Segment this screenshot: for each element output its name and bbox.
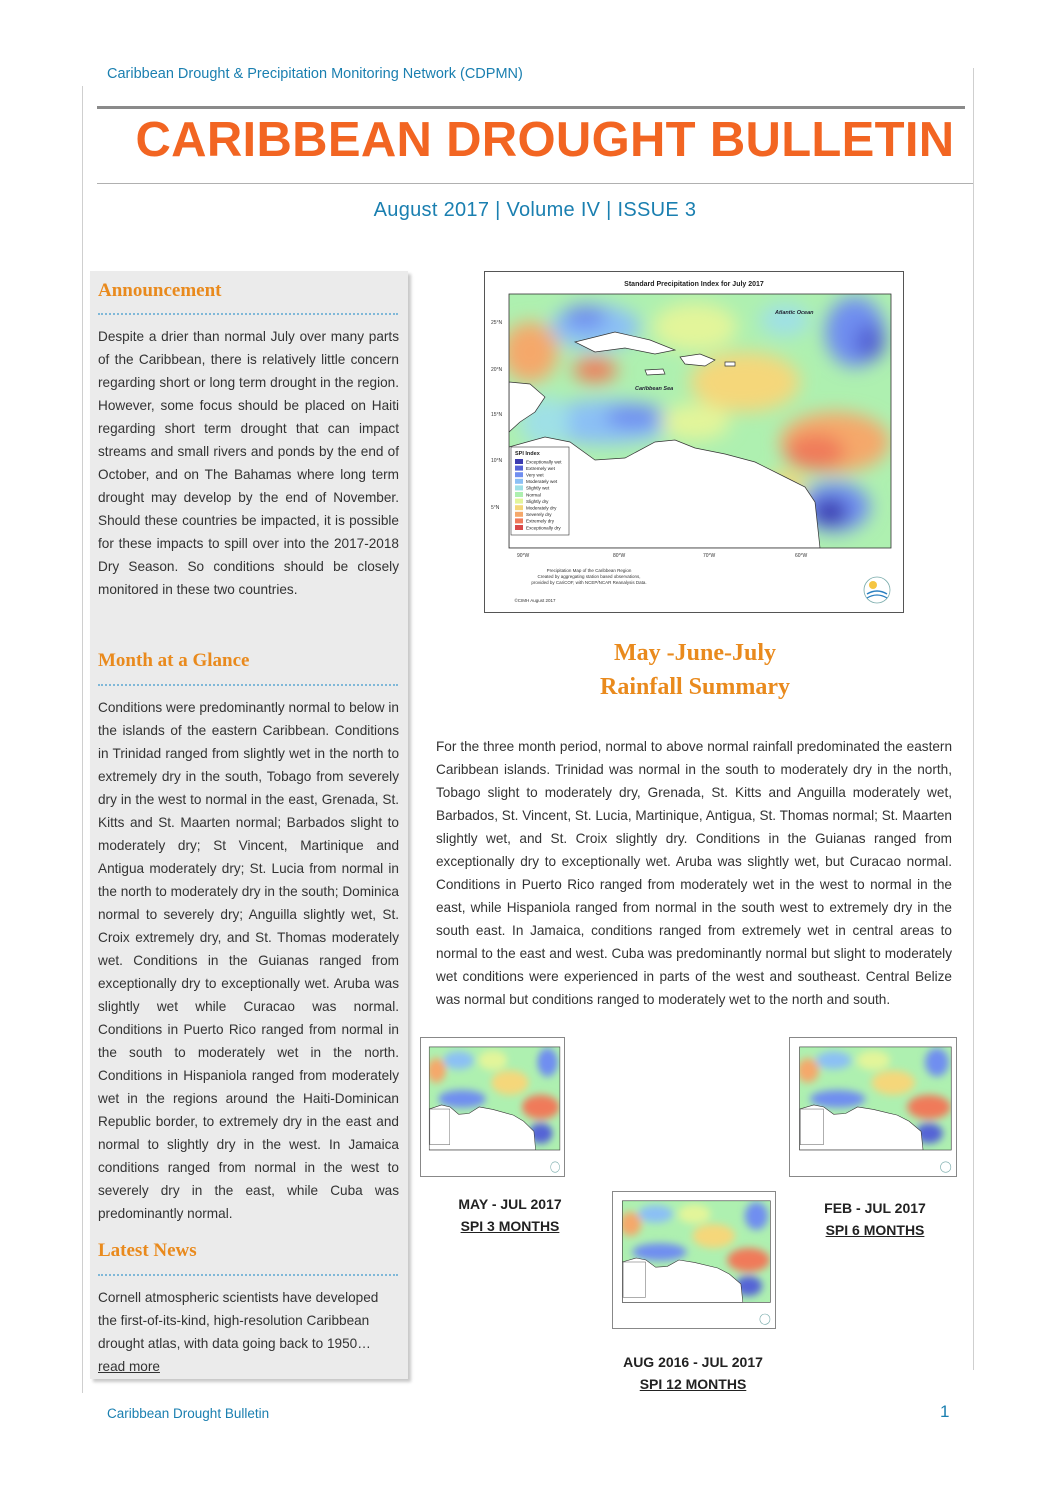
- lat-label: 15°N: [491, 412, 503, 418]
- spi-12-label: SPI 12 MONTHS: [639, 1376, 747, 1392]
- read-more-link[interactable]: read more: [98, 1359, 160, 1374]
- lat-label: 5°N: [491, 505, 500, 511]
- legend-swatch: [515, 518, 523, 523]
- spi-12-period: AUG 2016 - JUL 2017: [623, 1354, 763, 1370]
- legend-swatch: [515, 499, 523, 504]
- map-credit: ©CIMH August 2017: [514, 598, 556, 603]
- spi-12-month-map: [612, 1191, 776, 1329]
- legend-swatch: [515, 492, 523, 497]
- legend-label: Exceptionally dry: [526, 525, 561, 531]
- sea-label: Caribbean Sea: [635, 386, 674, 392]
- legend-swatch: [515, 512, 523, 517]
- legend-label: Slightly wet: [526, 485, 550, 491]
- issue-line: August 2017 | Volume IV | ISSUE 3: [373, 199, 697, 221]
- glance-divider: [98, 684, 398, 686]
- bulletin-title: CARIBBEAN DROUGHT BULLETIN: [135, 113, 955, 167]
- news-divider: [98, 1274, 398, 1276]
- footer-title: Caribbean Drought Bulletin: [107, 1406, 270, 1421]
- lat-label: 25°N: [491, 320, 503, 326]
- ocean-label: Atlantic Ocean: [775, 310, 814, 316]
- page-number: 1: [940, 1402, 950, 1421]
- thumb-map-graphic: [421, 1038, 564, 1176]
- spi-6-label: SPI 6 MONTHS: [825, 1222, 925, 1238]
- spi-3-period: MAY - JUL 2017: [458, 1196, 562, 1212]
- glance-heading: Month at a Glance: [98, 650, 250, 671]
- header-rule: [97, 106, 965, 109]
- spi-6-month-map: [789, 1037, 957, 1177]
- legend-label: Slightly dry: [526, 498, 549, 504]
- spi-3-label: SPI 3 MONTHS: [460, 1218, 560, 1234]
- page-frame-left: [82, 86, 83, 1393]
- map-title: Standard Precipitation Index for July 2017: [624, 281, 764, 288]
- legend-label: Exceptionally wet: [526, 459, 562, 465]
- summary-heading-line2: Rainfall Summary: [599, 674, 790, 700]
- spi-6-caption: [785, 1197, 965, 1241]
- legend-label: Moderately wet: [526, 479, 558, 485]
- summary-text: For the three month period, normal to above normal rainfall predominated the eastern Caribbean islands. Trinidad was normal in the south to moderately dry in the north, Tobago slight to moderately dry, Grenada, St. Kitts and Anguilla moderately wet, Barbados, St. Vincent, St. Lucia, Martinique, Antigua, St. Thomas normal; St. Maarten slightly wet, and St. Croix slightly dry. Conditions in the Guianas ranged from exceptionally dry to exceptionally wet. Aruba was slightly wet, but Curacao normal. Conditions in Puerto Rico ranged from moderately wet in the west to normal in the east, while Hispaniola ranged from normal in the south west to extremely dry in the south east. In Jamaica, conditions ranged from extremely wet in central areas to normal to the east and west. Cuba was predominantly normal but slight to moderately wet conditions were experienced in parts of the west and southeast. Central Belize was normal but conditions ranged to moderately wet to the north and south.: [436, 739, 952, 1007]
- legend-label: Extremely dry: [526, 518, 555, 524]
- legend-title: SPI Index: [515, 451, 540, 457]
- legend-swatch: [515, 466, 523, 471]
- spi-12-caption: [583, 1351, 803, 1395]
- announcement-divider: [98, 313, 398, 315]
- map-caption: [514, 568, 646, 603]
- lon-label: 90°W: [517, 553, 530, 559]
- thumb-map-graphic: [613, 1192, 775, 1328]
- legend-swatch: [515, 505, 523, 510]
- spi-map-july: [484, 271, 904, 613]
- legend-label: Normal: [526, 492, 541, 498]
- news-heading: Latest News: [98, 1240, 197, 1261]
- legend-label: Severely dry: [526, 512, 552, 518]
- network-name: Caribbean Drought & Precipitation Monitoring Network (CDPMN): [107, 66, 523, 82]
- legend-label: Extremely wet: [526, 465, 555, 471]
- legend-label: Very wet: [526, 472, 544, 478]
- title-rule: [97, 183, 973, 184]
- map-caption-line: Precipitation Map of the Caribbean Region: [546, 568, 632, 573]
- legend-label: Moderately dry: [526, 505, 557, 511]
- summary-heading-line1: May -June-July: [614, 640, 776, 666]
- lat-label: 10°N: [491, 458, 503, 464]
- spi-legend: [511, 447, 569, 535]
- spi-map-graphic: [485, 272, 903, 612]
- map-caption-line: Created by aggregating station based observations,: [537, 574, 641, 579]
- news-block: [98, 1286, 399, 1378]
- legend-swatch: [515, 479, 523, 484]
- news-text: Cornell atmospheric scientists have developed the first-of-its-kind, high-resolution Caribbean drought atlas, with data going back to 1950…: [98, 1290, 379, 1351]
- spi-3-month-map: [420, 1037, 565, 1177]
- announcement-text: Despite a drier than normal July over many parts of the Caribbean, there is relatively little concern regarding short or long term drought in the region. However, some focus should be placed on Haiti regarding short term drought that can impact streams and small rivers and ponds by the end of October, and on The Bahamas where long term drought may develop by the end of November. Should these countries be impacted, it is possible for these impacts to spill over into the 2017-2018 Dry Season. So conditions should be closely monitored in these two countries.: [98, 329, 399, 597]
- announcement-heading: Announcement: [98, 280, 222, 301]
- legend-swatch: [515, 472, 523, 477]
- lat-axis: [491, 320, 503, 511]
- page-frame-right: [973, 68, 974, 1370]
- lon-label: 80°W: [613, 553, 626, 559]
- lon-axis: [517, 553, 808, 559]
- lon-label: 60°W: [795, 553, 808, 559]
- lon-label: 70°W: [703, 553, 716, 559]
- lat-label: 20°N: [491, 367, 503, 373]
- legend-swatch: [515, 525, 523, 530]
- map-caption-line: provided by CariCOF, with NCEP/NCAR Reanalysis Data.: [531, 580, 647, 585]
- legend-swatch: [515, 459, 523, 464]
- spi-6-period: FEB - JUL 2017: [824, 1200, 926, 1216]
- cimh-logo: [864, 577, 890, 603]
- glance-text: Conditions were predominantly normal to below in the islands of the eastern Caribbean. Conditions in Trinidad ranged from slightly wet in the north to extremely dry in the south, Tobago from severely dry in the west to normal in the east, Grenada, St. Kitts and St. Maarten normal; Barbados slight to moderately dry; St Vincent, Martinique and Antigua moderately dry; St. Lucia from normal in the north to moderately dry in the south; Dominica normal to severely dry; Anguilla slightly wet, St. Croix extremely dry, and St. Thomas moderately wet. Conditions in the Guianas ranged from exceptionally dry to exceptionally wet. Aruba was slightly wet while Curacao was normal. Conditions in Puerto Rico ranged from normal in the south to moderately wet in the north. Conditions in Hispaniola ranged from moderately wet in the regions around the Haiti-Dominican Republic border, to extremely dry in the east and normal to slightly dry in the west. In Jamaica conditions ranged from normal in the west to severely dry in the east, while Cuba was predominantly normal.: [98, 700, 399, 1221]
- summary-heading: [530, 636, 860, 704]
- spi-3-caption: [420, 1193, 600, 1237]
- legend-swatch: [515, 485, 523, 490]
- thumb-map-graphic: [790, 1038, 956, 1176]
